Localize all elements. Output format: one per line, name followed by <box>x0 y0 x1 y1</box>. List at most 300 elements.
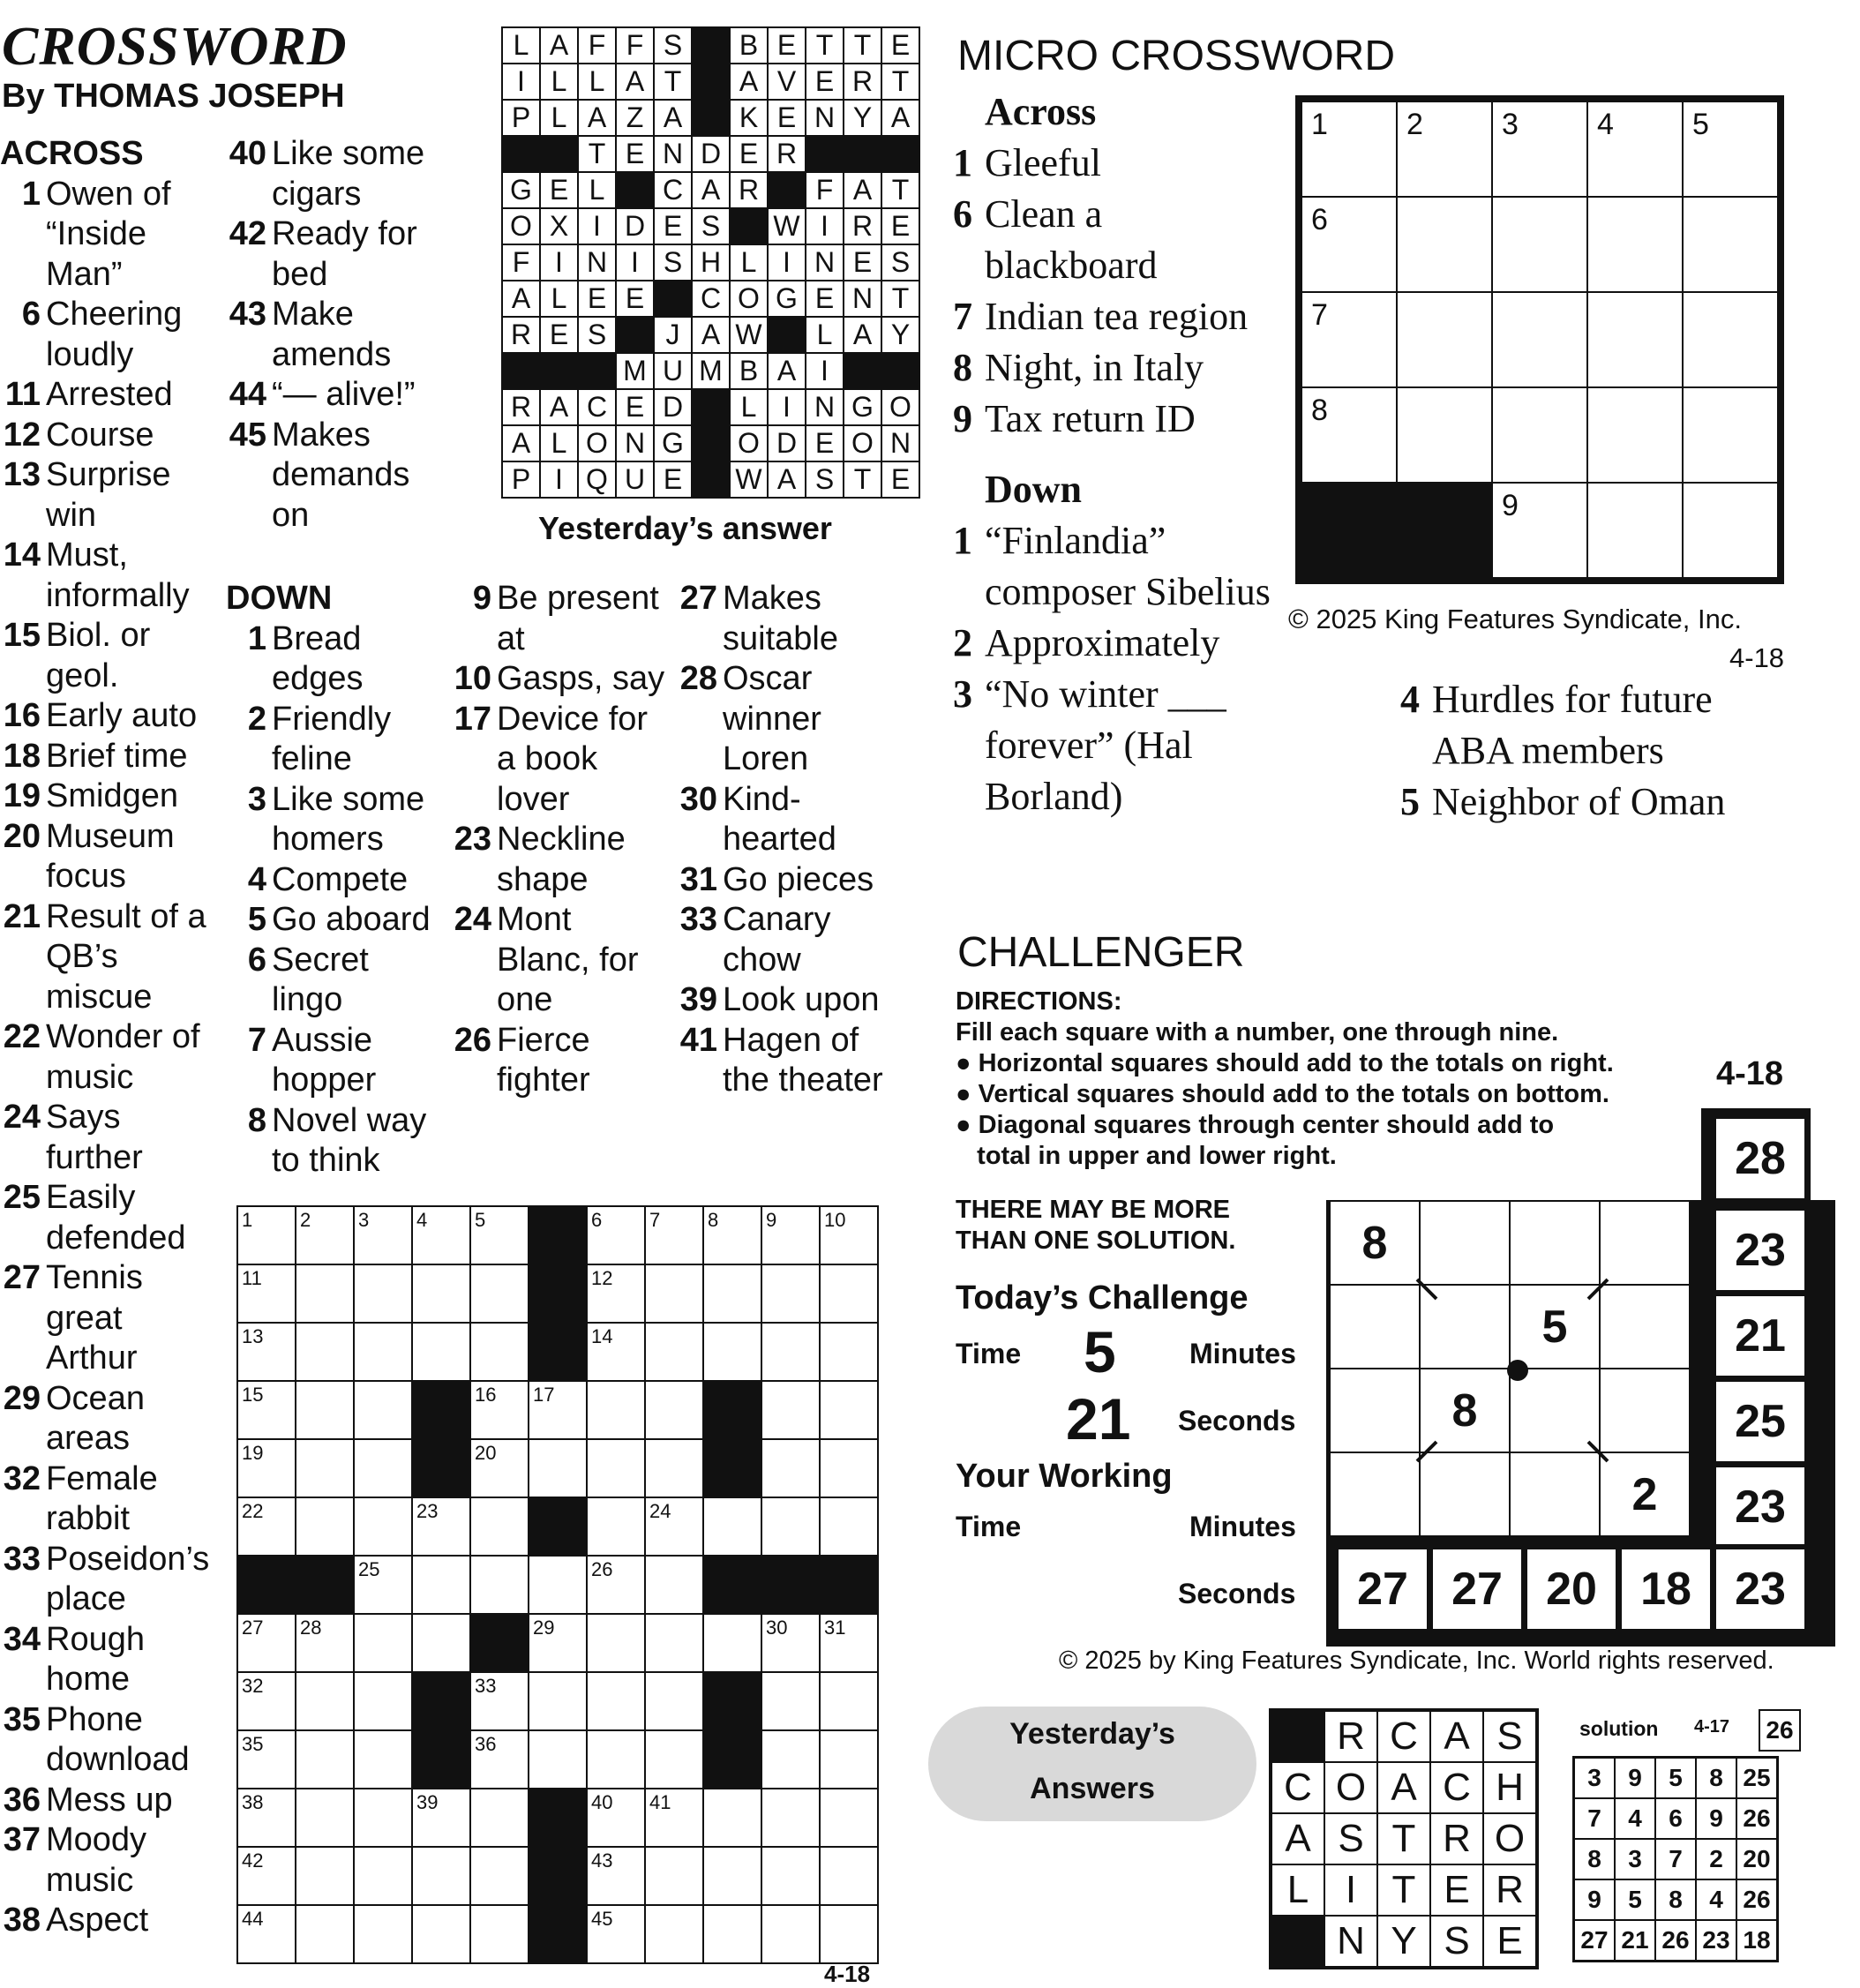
grid-cell[interactable] <box>237 1206 296 1264</box>
grid-cell[interactable] <box>645 1206 703 1264</box>
grid-cell[interactable] <box>470 1323 529 1381</box>
answer-letter: E <box>806 64 844 100</box>
cell-number: 7 <box>1311 298 1328 332</box>
seconds-label: Seconds <box>1178 1405 1296 1437</box>
grid-cell[interactable] <box>820 1730 878 1789</box>
clue-number: 36 <box>3 1781 41 1819</box>
grid-cell[interactable] <box>703 1847 761 1905</box>
cell-number: 28 <box>300 1617 322 1639</box>
clue-number: 38 <box>3 1902 41 1939</box>
answer-letter: L <box>1271 1864 1324 1916</box>
clue-number: 26 <box>454 1021 491 1059</box>
clue-text: Neighbor of Oman <box>1432 780 1726 823</box>
clue-text: “No winter ___ forever” (Hal Borland) <box>985 672 1226 818</box>
answer-letter: E <box>616 389 654 425</box>
column-total: 27 <box>1433 1549 1521 1629</box>
answer-letter: Z <box>616 100 654 136</box>
grid-cell[interactable] <box>354 1381 412 1439</box>
solution-value: 6 <box>1655 1798 1696 1839</box>
answer-letter: N <box>654 136 692 172</box>
answer-letter: I <box>1324 1864 1377 1916</box>
clue-across-27 <box>0 1258 221 1379</box>
grid-cell[interactable] <box>645 1730 703 1789</box>
clue-text: Arrested <box>46 376 173 413</box>
clue-down-10 <box>451 659 671 700</box>
grid-cell[interactable] <box>703 1789 761 1847</box>
clue-number: 31 <box>679 860 717 898</box>
answer-letter: E <box>1483 1916 1537 1968</box>
grid-cell[interactable] <box>412 1847 470 1905</box>
grid-cell[interactable] <box>470 1497 529 1556</box>
grid-cell[interactable] <box>587 1264 645 1323</box>
black-square <box>412 1381 470 1439</box>
grid-cell[interactable] <box>412 1614 470 1672</box>
answer-letter: D <box>654 389 692 425</box>
grid-cell[interactable] <box>703 1614 761 1672</box>
grid-cell[interactable] <box>237 1730 296 1789</box>
solution-grid <box>1572 1756 1779 1962</box>
answer-letter: L <box>502 27 540 64</box>
answer-letter: E <box>881 27 919 64</box>
grid-cell[interactable] <box>645 1672 703 1730</box>
solution-value: 5 <box>1655 1758 1696 1799</box>
grid-cell[interactable] <box>587 1381 645 1439</box>
grid-cell[interactable] <box>761 1439 820 1497</box>
grid-cell[interactable] <box>354 1730 412 1789</box>
grid-cell[interactable] <box>820 1614 878 1672</box>
micro-cell[interactable] <box>1683 99 1781 197</box>
answer-letter: S <box>881 244 919 281</box>
answer-letter: A <box>540 389 578 425</box>
black-square <box>412 1730 470 1789</box>
black-square <box>881 136 919 172</box>
micro-cell[interactable] <box>1492 387 1587 483</box>
cell-number: 3 <box>358 1209 370 1231</box>
diag-top-total: 28 <box>1716 1119 1804 1198</box>
clue-number: 12 <box>3 416 41 454</box>
micro-cell[interactable] <box>1683 483 1781 581</box>
answer-letter: A <box>540 27 578 64</box>
grid-cell[interactable] <box>820 1905 878 1963</box>
answer-letter: O <box>502 208 540 244</box>
grid-cell[interactable] <box>761 1264 820 1323</box>
crossword-byline: By THOMAS JOSEPH <box>2 78 345 115</box>
grid-cell[interactable] <box>645 1264 703 1323</box>
yesterday-micro-grid <box>1269 1708 1539 1969</box>
grid-cell[interactable] <box>354 1905 412 1963</box>
answer-letter: J <box>654 317 692 353</box>
micro-cell[interactable] <box>1587 197 1683 292</box>
answer-letter: F <box>616 27 654 64</box>
grid-cell[interactable] <box>587 1614 645 1672</box>
answer-letter: H <box>1483 1762 1537 1813</box>
time-label: Time <box>956 1338 1022 1369</box>
clue-micro-down-2 <box>953 618 1271 669</box>
grid-cell[interactable] <box>296 1905 354 1963</box>
grid-cell[interactable] <box>761 1614 820 1672</box>
clue-number: 29 <box>3 1379 41 1417</box>
grid-cell[interactable] <box>529 1730 587 1789</box>
grid-cell[interactable] <box>354 1206 412 1264</box>
micro-cell[interactable] <box>1397 99 1492 197</box>
micro-cell[interactable] <box>1299 292 1397 387</box>
grid-cell[interactable] <box>237 1847 296 1905</box>
micro-cell[interactable] <box>1397 387 1492 483</box>
clue-text: Brief time <box>46 737 188 775</box>
grid-cell[interactable] <box>237 1497 296 1556</box>
grid-cell[interactable] <box>645 1905 703 1963</box>
grid-cell[interactable] <box>412 1206 470 1264</box>
clue-text: Phone download <box>46 1700 190 1778</box>
grid-cell[interactable] <box>296 1497 354 1556</box>
answer-letter: C <box>654 172 692 208</box>
grid-cell[interactable] <box>412 1556 470 1614</box>
grid-cell[interactable] <box>703 1206 761 1264</box>
micro-cell[interactable] <box>1299 387 1397 483</box>
grid-cell[interactable] <box>761 1206 820 1264</box>
grid-cell[interactable] <box>296 1672 354 1730</box>
black-square <box>529 1206 587 1264</box>
grid-cell[interactable] <box>237 1614 296 1672</box>
grid-cell[interactable] <box>587 1847 645 1905</box>
grid-cell[interactable] <box>645 1614 703 1672</box>
grid-cell[interactable] <box>587 1206 645 1264</box>
clue-text: Gasps, say <box>497 660 665 697</box>
clue-across-13 <box>0 455 221 536</box>
crossword-grid[interactable] <box>236 1205 879 1964</box>
clue-number: 3 <box>247 780 266 818</box>
clue-number: 25 <box>3 1179 41 1216</box>
grid-cell[interactable] <box>470 1672 529 1730</box>
grid-cell[interactable] <box>645 1497 703 1556</box>
grid-cell[interactable] <box>354 1439 412 1497</box>
grid-cell[interactable] <box>761 1730 820 1789</box>
challenger-diagonals <box>1329 1200 1708 1553</box>
grid-cell[interactable] <box>820 1264 878 1323</box>
clue-number: 1 <box>21 175 41 213</box>
grid-cell[interactable] <box>470 1789 529 1847</box>
grid-cell[interactable] <box>237 1323 296 1381</box>
clue-across-45 <box>226 416 446 536</box>
grid-cell[interactable] <box>587 1497 645 1556</box>
grid-cell[interactable] <box>703 1264 761 1323</box>
down-clues-col3 <box>677 579 897 1101</box>
grid-cell[interactable] <box>645 1847 703 1905</box>
grid-cell[interactable] <box>412 1789 470 1847</box>
micro-across-header: Across <box>985 90 1097 133</box>
grid-cell[interactable] <box>820 1381 878 1439</box>
grid-cell[interactable] <box>470 1381 529 1439</box>
answer-letter: T <box>1377 1864 1430 1916</box>
grid-cell[interactable] <box>645 1789 703 1847</box>
grid-cell[interactable] <box>587 1672 645 1730</box>
clue-number: 34 <box>3 1620 41 1658</box>
grid-cell[interactable] <box>354 1614 412 1672</box>
grid-cell[interactable] <box>470 1439 529 1497</box>
given-number: 5 <box>1510 1285 1600 1369</box>
clue-number: 39 <box>679 981 717 1018</box>
clue-across-25 <box>0 1178 221 1258</box>
clue-down-27 <box>677 579 897 659</box>
grid-cell[interactable] <box>820 1847 878 1905</box>
answer-letter: G <box>502 172 540 208</box>
cell-number: 14 <box>591 1325 613 1347</box>
grid-cell[interactable] <box>296 1847 354 1905</box>
grid-cell[interactable] <box>529 1439 587 1497</box>
answer-letter: R <box>1324 1710 1377 1762</box>
grid-cell[interactable] <box>412 1905 470 1963</box>
clue-number: 9 <box>472 580 491 617</box>
clue-down-41 <box>677 1021 897 1101</box>
black-square <box>296 1556 354 1614</box>
grid-cell[interactable] <box>645 1323 703 1381</box>
grid-cell[interactable] <box>412 1497 470 1556</box>
grid-cell[interactable] <box>237 1381 296 1439</box>
grid-cell[interactable] <box>761 1381 820 1439</box>
answer-letter: O <box>730 281 768 317</box>
grid-cell[interactable] <box>587 1439 645 1497</box>
grid-cell[interactable] <box>296 1789 354 1847</box>
cell-number: 6 <box>1311 203 1328 236</box>
clue-down-39 <box>677 980 897 1021</box>
grid-cell[interactable] <box>296 1381 354 1439</box>
black-square <box>692 64 730 100</box>
grid-cell[interactable] <box>354 1497 412 1556</box>
note-line-2: THAN ONE SOLUTION. <box>956 1227 1236 1255</box>
clue-across-1 <box>0 175 221 296</box>
micro-cell[interactable] <box>1683 387 1781 483</box>
micro-down-clues-col2 <box>1400 674 1753 828</box>
grid-cell[interactable] <box>587 1730 645 1789</box>
answer-letter: R <box>844 208 881 244</box>
grid-cell[interactable] <box>354 1789 412 1847</box>
grid-cell[interactable] <box>645 1556 703 1614</box>
grid-cell[interactable] <box>703 1323 761 1381</box>
answer-letter: A <box>654 100 692 136</box>
grid-cell[interactable] <box>470 1905 529 1963</box>
micro-cell[interactable] <box>1587 292 1683 387</box>
answer-letter: A <box>1271 1813 1324 1864</box>
clue-text: Tax return ID <box>985 397 1196 440</box>
answer-letter: I <box>768 389 806 425</box>
grid-cell[interactable] <box>412 1264 470 1323</box>
grid-cell[interactable] <box>529 1672 587 1730</box>
clue-across-43 <box>226 295 446 375</box>
black-square <box>703 1439 761 1497</box>
grid-cell[interactable] <box>587 1556 645 1614</box>
answer-letter: N <box>806 389 844 425</box>
clue-text: Early auto <box>46 697 198 734</box>
answer-letter: R <box>502 389 540 425</box>
grid-cell[interactable] <box>470 1847 529 1905</box>
grid-cell[interactable] <box>470 1730 529 1789</box>
black-square <box>502 136 540 172</box>
grid-cell[interactable] <box>412 1323 470 1381</box>
answer-letter: N <box>881 425 919 461</box>
answer-letter: E <box>616 136 654 172</box>
micro-title: MICRO CROSSWORD <box>957 33 1395 79</box>
grid-cell[interactable] <box>354 1556 412 1614</box>
clue-across-14 <box>0 536 221 616</box>
grid-cell[interactable] <box>761 1497 820 1556</box>
grid-cell[interactable] <box>820 1439 878 1497</box>
cell-number: 41 <box>649 1791 671 1813</box>
grid-cell[interactable] <box>820 1206 878 1264</box>
grid-cell[interactable] <box>529 1556 587 1614</box>
answer-letter: Q <box>578 461 616 498</box>
grid-cell[interactable] <box>354 1847 412 1905</box>
micro-cell[interactable] <box>1492 197 1587 292</box>
answer-letter: A <box>692 172 730 208</box>
grid-cell[interactable] <box>296 1264 354 1323</box>
black-square <box>703 1730 761 1789</box>
grid-cell[interactable] <box>237 1905 296 1963</box>
clue-text: Aspect <box>46 1902 149 1939</box>
grid-cell[interactable] <box>354 1264 412 1323</box>
answer-letter: B <box>730 353 768 389</box>
clue-text: Kind-hearted <box>723 780 836 858</box>
micro-cell[interactable] <box>1587 483 1683 581</box>
cell-number: 39 <box>416 1791 439 1813</box>
cell-number: 30 <box>766 1617 788 1639</box>
black-square <box>1299 483 1397 581</box>
answer-letter: S <box>806 461 844 498</box>
answer-letter: T <box>881 172 919 208</box>
clue-across-22 <box>0 1017 221 1098</box>
grid-cell[interactable] <box>587 1789 645 1847</box>
grid-cell[interactable] <box>354 1672 412 1730</box>
grid-cell[interactable] <box>529 1614 587 1672</box>
yesterday-answer-grid <box>501 26 920 499</box>
grid-cell[interactable] <box>587 1905 645 1963</box>
answer-letter: O <box>881 389 919 425</box>
grid-cell[interactable] <box>296 1439 354 1497</box>
grid-cell[interactable] <box>820 1672 878 1730</box>
answer-letter: T <box>1377 1813 1430 1864</box>
clue-text: Neckline shape <box>497 821 626 898</box>
answer-letter: I <box>768 244 806 281</box>
micro-cell[interactable] <box>1492 483 1587 581</box>
answer-letter: A <box>692 317 730 353</box>
clue-across-12 <box>0 416 221 456</box>
answer-letter: R <box>768 136 806 172</box>
answer-letter: Y <box>844 100 881 136</box>
grid-cell[interactable] <box>296 1730 354 1789</box>
black-square <box>820 1556 878 1614</box>
grid-cell[interactable] <box>761 1323 820 1381</box>
cell-number: 40 <box>591 1791 613 1813</box>
clue-down-23 <box>451 820 671 900</box>
grid-cell[interactable] <box>820 1323 878 1381</box>
micro-cell[interactable] <box>1683 292 1781 387</box>
grid-cell[interactable] <box>703 1497 761 1556</box>
black-square <box>470 1614 529 1672</box>
clue-down-1 <box>226 619 446 700</box>
clue-number: 20 <box>3 817 41 855</box>
grid-cell[interactable] <box>296 1614 354 1672</box>
grid-cell[interactable] <box>470 1264 529 1323</box>
grid-cell[interactable] <box>354 1323 412 1381</box>
grid-cell[interactable] <box>820 1497 878 1556</box>
clue-text: Mess up <box>46 1781 173 1819</box>
answer-letter: S <box>1324 1813 1377 1864</box>
clue-number: 27 <box>3 1259 41 1296</box>
grid-cell[interactable] <box>237 1789 296 1847</box>
clue-text: “— alive!” <box>272 376 416 413</box>
clue-down-3 <box>226 780 446 860</box>
grid-cell[interactable] <box>470 1206 529 1264</box>
micro-cell[interactable] <box>1397 197 1492 292</box>
answer-letter: R <box>502 317 540 353</box>
solution-value: 4 <box>1615 1798 1655 1839</box>
micro-across-clues <box>953 86 1271 822</box>
micro-cell[interactable] <box>1299 99 1397 197</box>
grid-cell[interactable] <box>296 1206 354 1264</box>
grid-cell[interactable] <box>645 1381 703 1439</box>
clue-across-44 <box>226 375 446 416</box>
grid-cell[interactable] <box>237 1439 296 1497</box>
clue-text: Makes demands on <box>272 416 410 534</box>
micro-cell[interactable] <box>1492 292 1587 387</box>
micro-cell[interactable] <box>1587 99 1683 197</box>
clue-across-24 <box>0 1098 221 1178</box>
answer-letter: N <box>806 244 844 281</box>
answer-letter: G <box>844 389 881 425</box>
grid-cell[interactable] <box>761 1905 820 1963</box>
micro-grid[interactable] <box>1295 95 1784 584</box>
clue-text: Look upon <box>723 981 880 1018</box>
clue-down-17 <box>451 700 671 821</box>
answer-letter: R <box>844 64 881 100</box>
black-square <box>654 281 692 317</box>
grid-cell[interactable] <box>237 1672 296 1730</box>
answer-letter: I <box>578 208 616 244</box>
clue-micro-down-3 <box>953 669 1271 822</box>
cell-number: 15 <box>242 1384 264 1406</box>
answer-letter: L <box>540 281 578 317</box>
grid-cell[interactable] <box>587 1323 645 1381</box>
grid-cell[interactable] <box>237 1264 296 1323</box>
grid-cell[interactable] <box>761 1847 820 1905</box>
clue-micro-across-8 <box>953 342 1271 394</box>
grid-cell[interactable] <box>645 1439 703 1497</box>
grid-cell[interactable] <box>703 1905 761 1963</box>
micro-cell[interactable] <box>1397 292 1492 387</box>
clue-number: 22 <box>3 1018 41 1055</box>
clue-text: Be present at <box>497 580 659 657</box>
micro-cell[interactable] <box>1492 99 1587 197</box>
solution-value: 25 <box>1736 1758 1778 1799</box>
grid-cell[interactable] <box>820 1789 878 1847</box>
answer-letter: E <box>654 208 692 244</box>
clue-text: Poseidon’s place <box>46 1540 210 1617</box>
micro-cell[interactable] <box>1683 197 1781 292</box>
answer-letter: H <box>692 244 730 281</box>
grid-cell[interactable] <box>761 1672 820 1730</box>
grid-cell[interactable] <box>470 1556 529 1614</box>
working-minutes-label: Minutes <box>1189 1511 1296 1542</box>
clue-number: 33 <box>3 1540 41 1578</box>
black-square <box>540 353 578 389</box>
grid-cell[interactable] <box>296 1323 354 1381</box>
cell-number: 5 <box>1692 108 1709 141</box>
micro-cell[interactable] <box>1587 387 1683 483</box>
cell-number: 9 <box>766 1209 777 1231</box>
clue-number: 37 <box>3 1821 41 1858</box>
grid-cell[interactable] <box>761 1789 820 1847</box>
grid-cell[interactable] <box>529 1381 587 1439</box>
micro-cell[interactable] <box>1299 197 1397 292</box>
